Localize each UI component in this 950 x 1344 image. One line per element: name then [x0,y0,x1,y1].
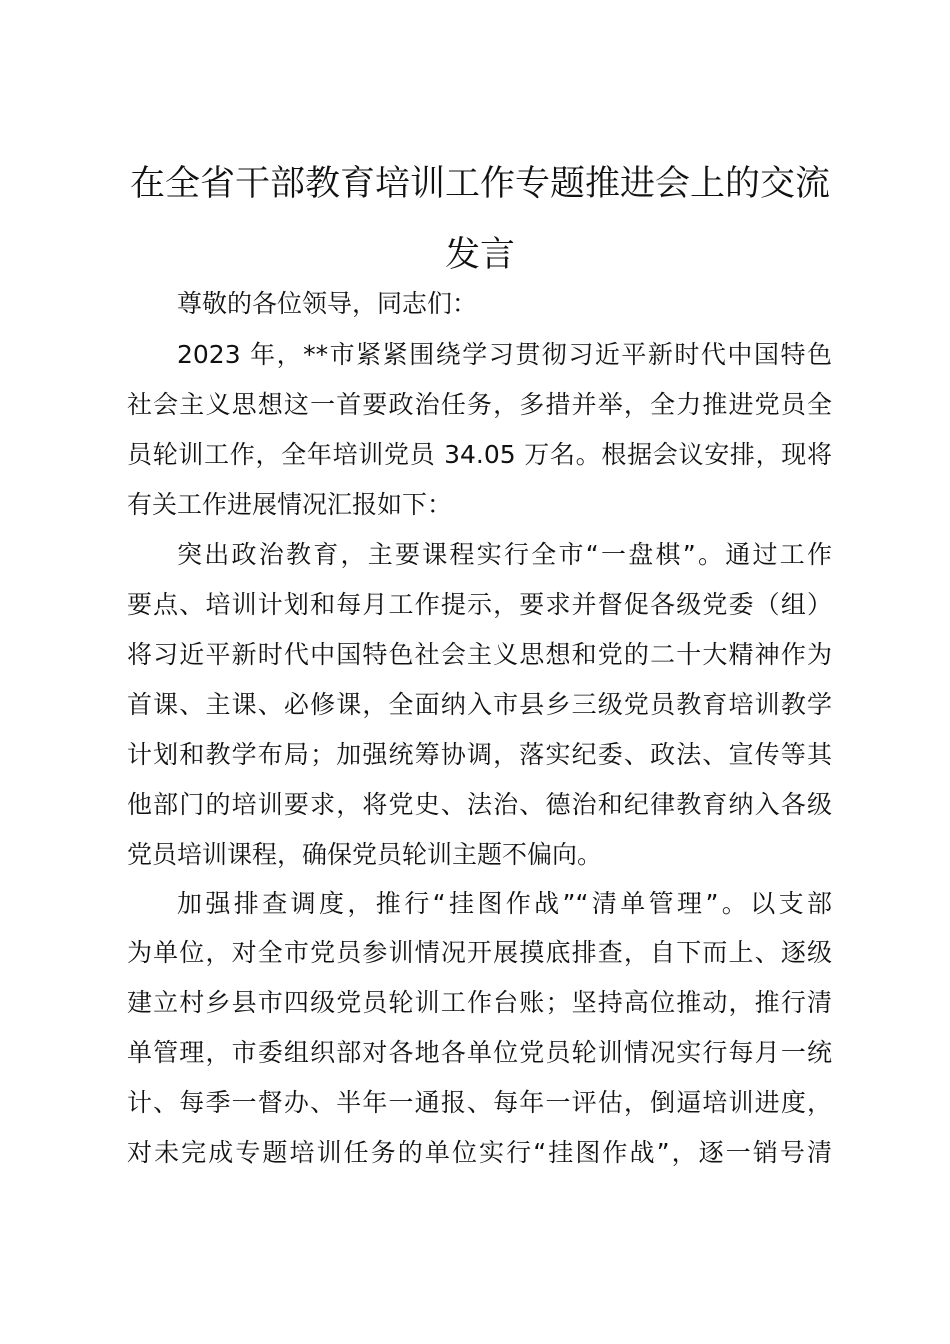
paragraph-2-line-1: 突出政治教育，主要课程实行全市“一盘棋”。通过工作 [177,540,832,569]
document-title-line-1: 在全省干部教育培训工作专题推进会上的交流 [129,164,830,204]
paragraph-2-line-3: 将习近平新时代中国特色社会主义思想和党的二十大精神作为 [127,640,832,669]
paragraph-2-line-6: 他部门的培训要求，将党史、法治、德治和纪律教育纳入各级 [127,790,832,819]
paragraph-1-line-1: 2023 年，**市紧紧围绕学习贯彻习近平新时代中国特色 [177,340,832,369]
paragraph-3-line-1: 加强排查调度，推行“挂图作战”“清单管理”。以支部 [177,889,832,918]
document-title-line-2: 发言 [444,235,515,275]
salutation: 尊敬的各位领导，同志们： [177,289,478,318]
paragraph-3-line-4: 单管理，市委组织部对各地各单位党员轮训情况实行每月一统 [127,1038,832,1067]
paragraph-1-line-3: 员轮训工作，全年培训党员 34.05 万名。根据会议安排，现将 [127,440,832,469]
paragraph-2-line-4: 首课、主课、必修课，全面纳入市县乡三级党员教育培训教学 [127,690,832,719]
paragraph-3-line-6: 对未完成专题培训任务的单位实行“挂图作战”，逐一销号清 [127,1138,832,1167]
paragraph-2-line-7: 党员培训课程，确保党员轮训主题不偏向。 [127,840,603,869]
paragraph-1-line-4: 有关工作进展情况汇报如下： [127,490,453,519]
paragraph-3-line-3: 建立村乡县市四级党员轮训工作台账；坚持高位推动，推行清 [127,988,832,1017]
paragraph-1-line-2: 社会主义思想这一首要政治任务，多措并举，全力推进党员全 [127,390,832,419]
paragraph-2-line-5: 计划和教学布局；加强统筹协调，落实纪委、政法、宣传等其 [127,740,832,769]
paragraph-3-line-2: 为单位，对全市党员参训情况开展摸底排查，自下而上、逐级 [127,938,832,967]
paragraph-3-line-5: 计、每季一督办、半年一通报、每年一评估，倒逼培训进度， [127,1088,832,1117]
paragraph-2-line-2: 要点、培训计划和每月工作提示，要求并督促各级党委（组） [127,590,832,619]
